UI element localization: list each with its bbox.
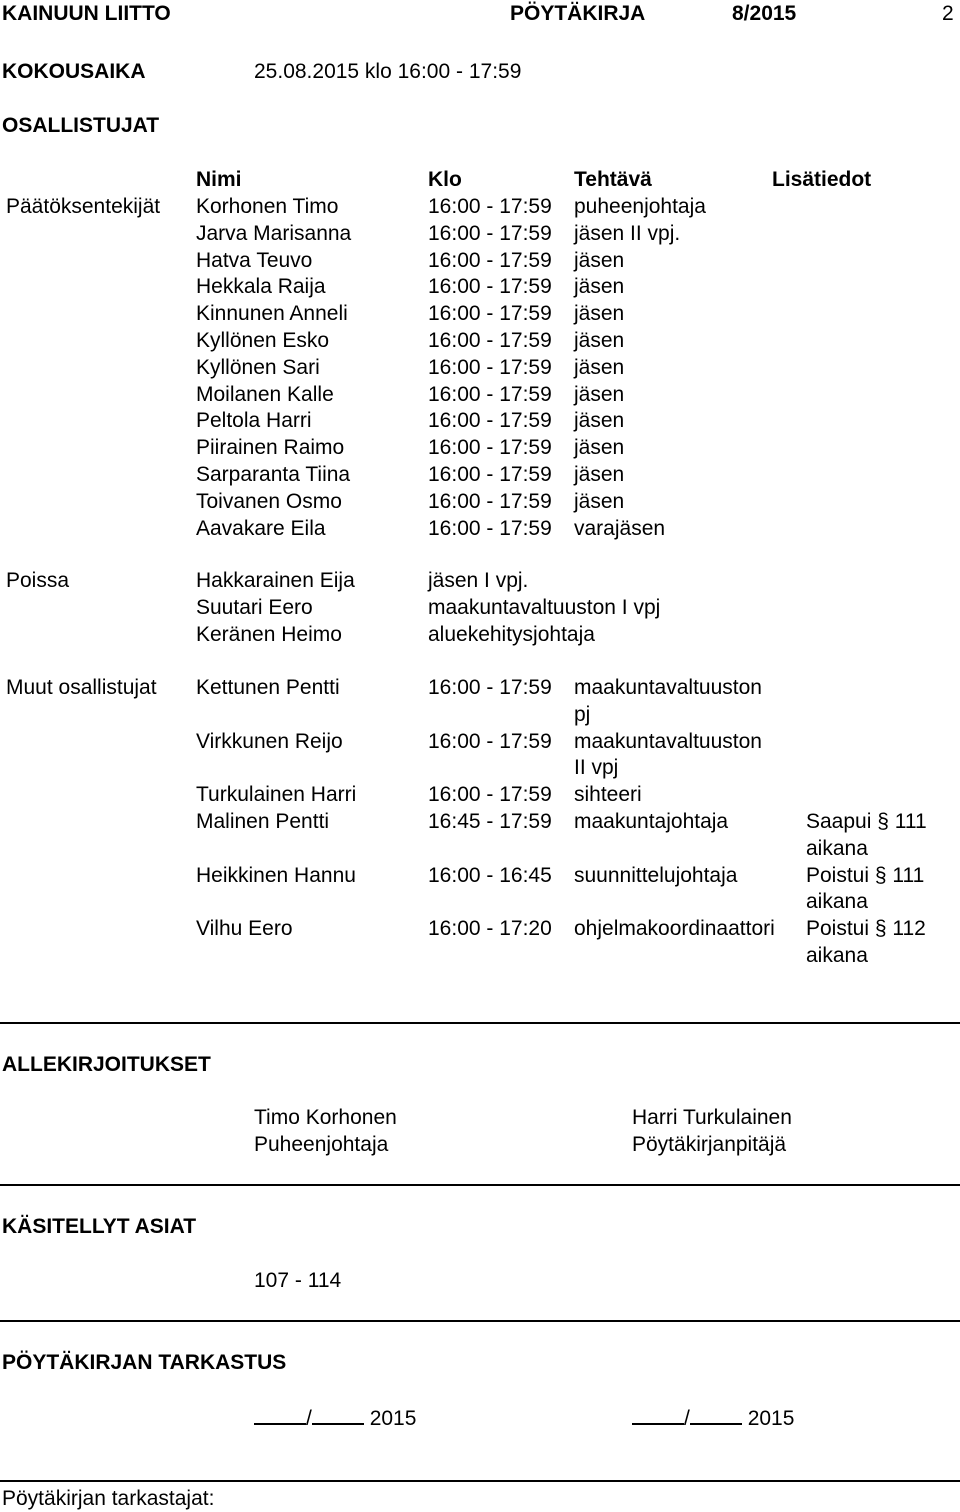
participant-name: Piirainen Raimo bbox=[196, 436, 345, 459]
participant-time: 16:00 - 17:59 bbox=[428, 517, 552, 540]
other-role: maakuntavaltuuston bbox=[574, 676, 762, 699]
participant-name: Hatva Teuvo bbox=[196, 249, 313, 272]
participant-name: Korhonen Timo bbox=[196, 195, 339, 218]
date-separator: / bbox=[684, 1407, 690, 1430]
other-notes-continued: aikana bbox=[806, 837, 868, 860]
other-participants-label: Muut osallistujat bbox=[6, 676, 157, 699]
participant-time: 16:00 - 17:59 bbox=[428, 490, 552, 513]
chair-role: Puheenjohtaja bbox=[254, 1133, 389, 1156]
participant-name: Hekkala Raija bbox=[196, 275, 326, 298]
absent-name: Suutari Eero bbox=[196, 596, 313, 619]
participants-title: OSALLISTUJAT bbox=[2, 114, 160, 137]
participant-role: jäsen bbox=[574, 490, 625, 513]
participant-time: 16:00 - 17:59 bbox=[428, 463, 552, 486]
participant-name: Kyllönen Esko bbox=[196, 329, 330, 352]
other-time: 16:00 - 17:59 bbox=[428, 676, 552, 699]
other-role: maakuntajohtaja bbox=[574, 810, 729, 833]
column-header-role: Tehtävä bbox=[574, 168, 652, 191]
participant-time: 16:00 - 17:59 bbox=[428, 249, 552, 272]
divider bbox=[0, 1022, 960, 1024]
absent-name: Keränen Heimo bbox=[196, 623, 342, 646]
other-time: 16:45 - 17:59 bbox=[428, 810, 552, 833]
participant-time: 16:00 - 17:59 bbox=[428, 275, 552, 298]
other-notes: Poistui § 112 bbox=[806, 917, 926, 940]
other-role: suunnittelujohtaja bbox=[574, 864, 738, 887]
other-notes: Saapui § 111 bbox=[806, 810, 927, 833]
page-number: 2 bbox=[942, 2, 954, 25]
participant-role: jäsen bbox=[574, 409, 625, 432]
other-name: Malinen Pentti bbox=[196, 810, 330, 833]
participant-time: 16:00 - 17:59 bbox=[428, 195, 552, 218]
absent-name: Hakkarainen Eija bbox=[196, 569, 355, 592]
participant-role: varajäsen bbox=[574, 517, 666, 540]
review-date-right bbox=[632, 1403, 794, 1432]
secretary-name: Harri Turkulainen bbox=[632, 1106, 792, 1129]
participant-role: jäsen bbox=[574, 302, 625, 325]
participant-role: jäsen bbox=[574, 275, 625, 298]
other-name: Kettunen Pentti bbox=[196, 676, 340, 699]
participant-name: Kyllönen Sari bbox=[196, 356, 320, 379]
participant-role: jäsen bbox=[574, 329, 625, 352]
participant-name: Peltola Harri bbox=[196, 409, 312, 432]
review-date-left bbox=[254, 1403, 416, 1432]
absent-role: jäsen I vpj. bbox=[428, 569, 529, 592]
meeting-time-label: KOKOUSAIKA bbox=[2, 60, 146, 83]
participant-name: Toivanen Osmo bbox=[196, 490, 342, 513]
participant-time: 16:00 - 17:59 bbox=[428, 302, 552, 325]
other-notes-continued: aikana bbox=[806, 944, 868, 967]
participant-role: jäsen bbox=[574, 249, 625, 272]
other-time: 16:00 - 17:59 bbox=[428, 730, 552, 753]
participant-name: Aavakare Eila bbox=[196, 517, 326, 540]
participant-name: Sarparanta Tiina bbox=[196, 463, 351, 486]
divider bbox=[0, 1184, 960, 1186]
date-separator: / bbox=[306, 1407, 312, 1430]
participant-time: 16:00 - 17:59 bbox=[428, 436, 552, 459]
participant-name: Jarva Marisanna bbox=[196, 222, 352, 245]
other-notes: Poistui § 111 bbox=[806, 864, 925, 887]
other-role: maakuntavaltuuston bbox=[574, 730, 762, 753]
participant-time: 16:00 - 17:59 bbox=[428, 409, 552, 432]
reviewers-label: Pöytäkirjan tarkastajat: bbox=[2, 1487, 215, 1510]
decision-makers-label: Päätöksentekijät bbox=[6, 195, 161, 218]
items-title: KÄSITELLYT ASIAT bbox=[2, 1215, 197, 1238]
chair-name: Timo Korhonen bbox=[254, 1106, 397, 1129]
other-notes-continued: aikana bbox=[806, 890, 868, 913]
review-year: 2015 bbox=[369, 1407, 417, 1430]
participant-time: 16:00 - 17:59 bbox=[428, 356, 552, 379]
column-header-name: Nimi bbox=[196, 168, 242, 191]
participant-role: puheenjohtaja bbox=[574, 195, 706, 218]
organization-name: KAINUUN LIITTO bbox=[2, 2, 171, 25]
review-year: 2015 bbox=[747, 1407, 795, 1430]
review-title: PÖYTÄKIRJAN TARKASTUS bbox=[2, 1351, 287, 1374]
participant-time: 16:00 - 17:59 bbox=[428, 222, 552, 245]
absent-role: maakuntavaltuuston I vpj bbox=[428, 596, 661, 619]
column-header-notes: Lisätiedot bbox=[772, 168, 872, 191]
day-blank bbox=[254, 1403, 306, 1425]
participant-role: jäsen bbox=[574, 463, 625, 486]
other-time: 16:00 - 16:45 bbox=[428, 864, 552, 887]
column-header-time: Klo bbox=[428, 168, 462, 191]
day-blank bbox=[632, 1403, 684, 1425]
other-name: Virkkunen Reijo bbox=[196, 730, 343, 753]
other-name: Vilhu Eero bbox=[196, 917, 293, 940]
month-blank bbox=[312, 1403, 364, 1425]
participant-name: Moilanen Kalle bbox=[196, 383, 334, 406]
document-type: PÖYTÄKIRJA bbox=[510, 2, 646, 25]
absent-label: Poissa bbox=[6, 569, 70, 592]
other-role-continued: pj bbox=[574, 703, 591, 726]
participant-role: jäsen bbox=[574, 383, 625, 406]
other-role-continued: II vpj bbox=[574, 756, 619, 779]
other-name: Turkulainen Harri bbox=[196, 783, 357, 806]
items-range: 107 - 114 bbox=[254, 1269, 342, 1292]
other-role: sihteeri bbox=[574, 783, 642, 806]
month-blank bbox=[690, 1403, 742, 1425]
other-time: 16:00 - 17:59 bbox=[428, 783, 552, 806]
meeting-time-value: 25.08.2015 klo 16:00 - 17:59 bbox=[254, 60, 522, 83]
divider bbox=[0, 1480, 960, 1482]
other-time: 16:00 - 17:20 bbox=[428, 917, 552, 940]
absent-role: aluekehitysjohtaja bbox=[428, 623, 595, 646]
divider bbox=[0, 1320, 960, 1322]
document-number: 8/2015 bbox=[732, 2, 797, 25]
signatures-title: ALLEKIRJOITUKSET bbox=[2, 1053, 211, 1076]
other-role: ohjelmakoordinaattori bbox=[574, 917, 775, 940]
participant-role: jäsen bbox=[574, 356, 625, 379]
other-name: Heikkinen Hannu bbox=[196, 864, 356, 887]
participant-name: Kinnunen Anneli bbox=[196, 302, 348, 325]
participant-time: 16:00 - 17:59 bbox=[428, 383, 552, 406]
participant-role: jäsen bbox=[574, 436, 625, 459]
participant-time: 16:00 - 17:59 bbox=[428, 329, 552, 352]
participant-role: jäsen II vpj. bbox=[574, 222, 681, 245]
secretary-role: Pöytäkirjanpitäjä bbox=[632, 1133, 787, 1156]
